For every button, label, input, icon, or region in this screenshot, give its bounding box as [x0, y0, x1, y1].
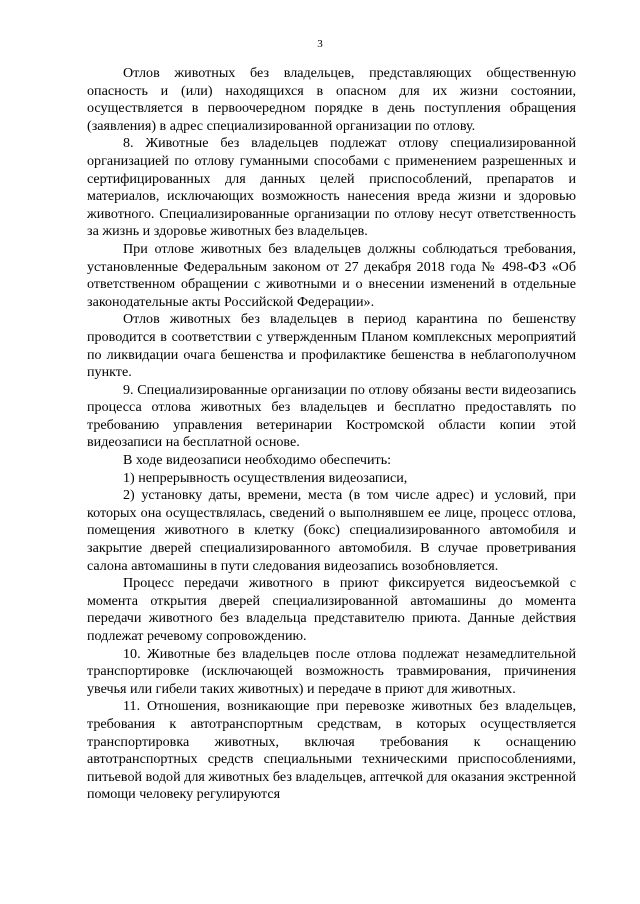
paragraph-item-8: 8. Животные без владельцев подлежат отлову специализированной организацией по отлову гуманными способами с применением разрешенных и сертифицированных для данных целей приспособлений, препаратов и материалов, исключающих возможность нанесения вреда жизни и здоровью животного. Специализированные организации по отлову несут ответственность за жизнь и здоровье животных без владельцев.: [87, 135, 576, 240]
page-number: 3: [317, 38, 323, 50]
document-body: [87, 65, 576, 804]
paragraph-federal-law-requirements: При отлове животных без владельцев должны соблюдаться требования, установленные Федеральным законом от 27 декабря 2018 года № 498-ФЗ «Об ответственном обращении с животными и о внесении изменений в отдельные законодательные акты Российской Федерации».: [87, 240, 576, 310]
paragraph-item-11: 11. Отношения, возникающие при перевозке животных без владельцев, требования к автотранспортным средствам, в которых осуществляется транспортировка животных, включая требования к оснащению автотранспортных средств специальными техническими приспособлениями, питьевой водой для животных без владельцев, аптечкой для оказания экстренной помощи человеку регулируются: [87, 698, 576, 803]
paragraph-item-9: 9. Специализированные организации по отлову обязаны вести видеозапись процесса отлова животных без владельцев и бесплатно предоставлять по требованию управления ветеринарии Костромской области копии этой видеозаписи на бесплатной основе.: [87, 381, 576, 451]
paragraph-rabies-quarantine: Отлов животных без владельцев в период карантина по бешенству проводится в соответствии с утвержденным Планом комплексных мероприятий по ликвидации очага бешенства и профилактике бешенства в неблагополучном пункте.: [87, 311, 576, 381]
paragraph-item-10: 10. Животные без владельцев после отлова подлежат незамедлительной транспортировке (исключающей возможность травмирования, причинения увечья или гибели таких животных) и передаче в приют для животных.: [87, 645, 576, 697]
paragraph-video-requirement-2: 2) установку даты, времени, места (в том числе адрес) и условий, при которых она осуществлялась, сведений о выполнявшем ее лице, процесс отлова, помещения животного в клетку (бокс) специализированного автомобиля и закрытие дверей специализированного автомобиля. В случае проветривания салона автомашины в пути следования видеозапись возобновляется.: [87, 487, 576, 574]
paragraph-urgent-capture: Отлов животных без владельцев, представляющих общественную опасность и (или) находящихся в опасном для их жизни состоянии, осуществляется в первоочередном порядке в день поступления обращения (заявления) в адрес специализированной организации по отлову.: [87, 65, 576, 134]
paragraph-video-requirements-intro: В ходе видеозаписи необходимо обеспечить:: [123, 452, 392, 469]
paragraph-video-requirement-1: 1) непрерывность осуществления видеозаписи,: [123, 469, 408, 486]
paragraph-shelter-handover: Процесс передачи животного в приют фиксируется видеосъемкой с момента открытия дверей специализированной автомашины до момента передачи животного без владельца представителю приюта. Данные действия подлежат речевому сопровождению.: [87, 575, 576, 644]
